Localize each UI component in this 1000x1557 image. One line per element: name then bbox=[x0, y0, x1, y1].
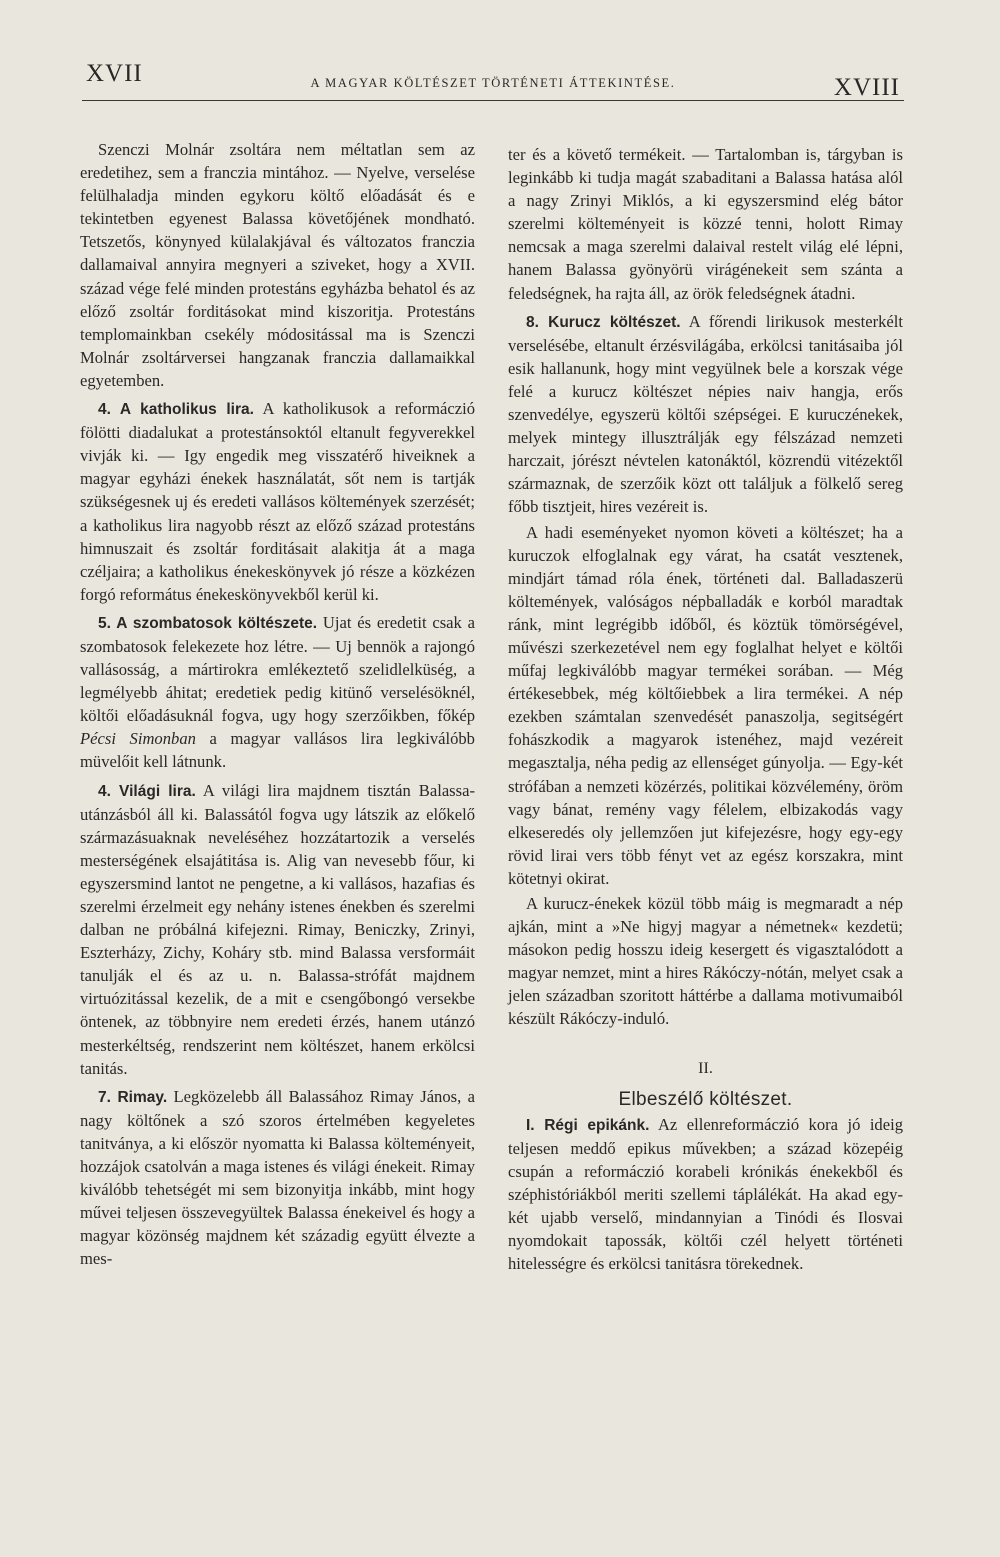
page-number-left: XVII bbox=[86, 60, 143, 87]
section-text: A katholikusok a reformáczió fölötti diadalukat a protestánsoktól eltanult fegyverekkel vivják ki. — Igy engedik meg visszatérő hiveiknek a magyar egyházi énekek használatát, sőt nem is tartják szükségesnek uj és eredeti vallásos költemények szerzését; a katholikus lira nagyobb részt az előző század protestáns himnuszait és zsoltár forditásait alakitja át a maga czéljaira; a katholikus énekeskönyvek jó része a közkézen forgó református énekeskönyvekből kerül ki. bbox=[80, 399, 476, 604]
section-text: Az ellenreformáczió kora jó ideig teljesen meddő epikus művekben; a század közepéig csupán a reformáczió korabeli krónikás énekekből és széphistóriákból meriti szellemi táplálékát. Ha akad egy-két ujabb verselő, mindannyian a Tinódi és Ilosvai nyomdokait tapossák, költői czél helyett történeti hitelességre és erkölcsi tanitásra törekednek. bbox=[508, 1114, 903, 1274]
emphasized-name: Pécsi Simonban bbox=[80, 729, 196, 749]
section-sabbatarian-poetry bbox=[80, 611, 475, 774]
section-heading: I. Régi epikánk. bbox=[526, 1116, 650, 1134]
section-text: A világi lira majdnem tisztán Balassa-utánzásból áll ki. Balassától fogva ugy látszik az előkelő származásuaknak neveléséhez hozzátartozik a verselés mesterségének elsajátitása is. Alig van nevesebb főur, ki egyszersmind lantot ne pengetne, a ki vallásos, hazafias és szerelmi érzelmeit egy nehány istenes énekben és szerelmi dalban ne próbálná kifejezni. Rimay, Beniczky, Zrinyi, Eszterházy, Zichy, Kohárу stb. mind Balassa versformáit tanulják el és az u. n. Balassa-strófát majdnem virtuózitással kezelik, de a mit e csengőbongó versekbe öntenek, az többnyire nem eredeti érzés, hanem utánzó mesterkéltség, rendszerint nem költészet, hanem erkölcsi tanitás. bbox=[80, 780, 475, 1078]
section-heading: 8. Kurucz költészet. bbox=[526, 313, 681, 331]
section-heading: 5. A szombatosok költészete. bbox=[98, 614, 318, 632]
section-rimay bbox=[80, 1085, 475, 1271]
paragraph: Szenczi Molnár zsoltára nem méltatlan sem az eredetihez, sem a franczia mintához. — Nyelve, verselése felülhaladja minden egykoru költő előadását és e tekintetben egyenest Balassa követőjének mondható. Tetszetős, könynyed külalakjával és változatos franczia dallamaival annyira megnyeri a sziveket, hogy a XVII. század vége felé minden protestáns egyházba behatol és az előző zsoltár forditásokat mind kiszoritja. Protestáns templomainkban csekély módositással ma is Szenczi Molnár zsoltárversei hangzanak franczia dallamaikkal egyetemben. bbox=[80, 140, 475, 390]
section-text: a magyar vallásos lira legkiválóbb müvelőit kell látnunk. bbox=[80, 729, 475, 772]
section-secular-lyric bbox=[80, 779, 475, 1080]
section-old-epic bbox=[508, 1113, 903, 1276]
section-text: Legközelebb áll Balassához Rimay János, a nagy költőnek a szó szoros értelmében kegyeletes tanitványa, a ki először nyomatta ki Balassa költeményeit, hozzájok csatolván a maga istenes és világi énekeit. Rimay kiválóbb tehetségét mi sem bizonyitja inkább, mint hogy művei teljesen összevegyültek Balassa énekeivel és hogy a magyar közönség majdnem két századig együtt élvezte a mes- bbox=[80, 1086, 475, 1269]
section-catholic-lyric bbox=[80, 397, 475, 606]
part-numeral: II. bbox=[698, 1059, 713, 1077]
section-heading: 4. A katholikus lira. bbox=[98, 401, 254, 419]
paragraph: ter és a követő termékeit. — Tartalomban is, tárgyban is leginkább ki tudja magát szabaditani a Balassa hatása alól a nagy Zrinyi Miklós, a ki egyszersmind elég bátor szerelmi költeményeit is közzé tenni, holott Rimay nemcsak a maga szerelmi dalaival restelt világ elé lépni, hanem Balassa gyönyörü virágénekeit sem szánta a feledségnek, ha rajta áll, az örök feledségnek átadni. bbox=[508, 145, 903, 303]
right-column bbox=[508, 143, 903, 1275]
section-heading: 7. Rimay. bbox=[98, 1088, 168, 1106]
section-kurucz-poetry bbox=[508, 310, 903, 519]
paragraph: A hadi eseményeket nyomon követi a költészet; ha a kuruczok elfoglalnak egy várat, ha csatát vesztenek, mindjárt támad róla ének, történeti dal. Balladaszerü költemények, valóságos népballadák e korból maradtak ránk, mint legrégibb időből, és köztük tömörségével, művészi szerkezetével nem egy foglalhat helyet e költői műfaj legkiválóbb magyar termékei sorában. — Még értékesebbek, még költőiebbek a lira termékei. A nép ezekben számtalan szenvedését panaszolja, segitségért fohászkodik a magyarok istenéhez, majd vezéreit megasztalja, néha pedig az ellenséget gúnyolja. — Egy-két strófában a nemzeti közérzés, politikai közvélemény, öröm vagy bánat, remény vagy félelem, elbizakodás vagy elkeseredés oly jellemzően jut kifejezésre, hogy egy-egy rövid lirai vers több fényt vet az egész korszakra, mint kötetnyi okirat. bbox=[508, 522, 903, 888]
page-number-right: XVIII bbox=[833, 74, 900, 101]
part-title: Elbeszélő költészet. bbox=[618, 1088, 793, 1110]
running-title: A MAGYAR KÖLTÉSZET TÖRTÉNETI ÁTTEKINTÉSE. bbox=[310, 76, 676, 90]
section-heading: 4. Világi lira. bbox=[98, 782, 196, 800]
section-text: A főrendi lirikusok mesterkélt verselésébe, eltanult érzésvilágába, erkölcsi tanitásaiba jól esik hallanunk, hogy mint vegyülnek bele a korszak vége felé a kurucz költészet népies naiv hangja, erős szenvedélye, egyszerü költői szépségei. E kuruczénekek, melyek mintegy illusztrálják egy félszázad nemzeti harczait, jórészt névtelen katonáktól, közrendü vitézektől származnak, de szerzőik közt ott találjuk a fölkelő sereg főbb tisztjeit, hires vezéreit is. bbox=[508, 311, 903, 517]
paragraph: A kurucz-énekek közül több máig is megmaradt a nép ajkán, mint a »Ne higyj magyar a németnek« kezdetü; másokon pedig hosszu ideig kesergett és vigasztalódott a magyar nemzet, mint a hires Rákóczy-nótán, melyet csak a jelen században szoritott háttérbe a dallama motivumaiból készült Rákóczy-induló. bbox=[508, 894, 903, 1029]
section-text: Ujat és eredetit csak a szombatosok felekezete hoz létre. — Uj bennök a rajongó vallásosság, a mártirokra emlékeztető szelidlelküség, a legmélyebb áhitat; eredetiek pedig kitünő verselésöknél, költői előadásuknál fogva, ugy hogy szerzőikben, főkép bbox=[80, 612, 475, 726]
page-header bbox=[82, 60, 904, 101]
left-column bbox=[80, 138, 475, 1271]
